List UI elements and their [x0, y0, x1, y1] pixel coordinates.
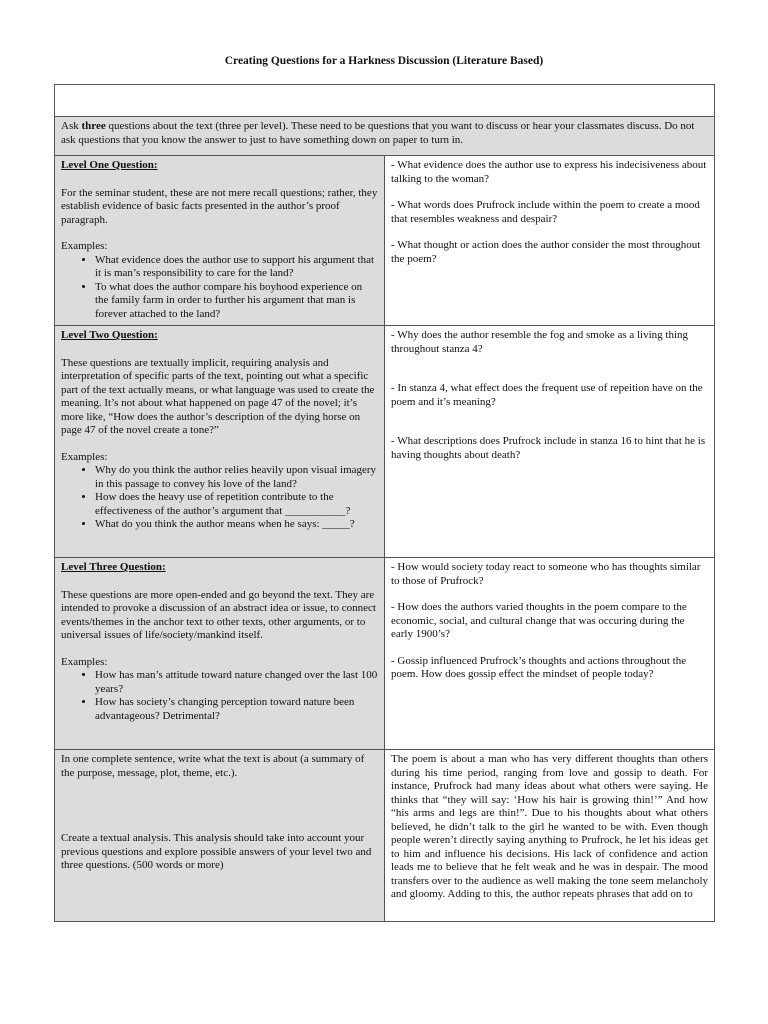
answer-item: - What thought or action does the author consider the most throughout the poem?	[391, 239, 701, 265]
level-two-description: These questions are textually implicit, requiring analysis and interpretation of specific parts of the text, pointing out what a specific part of the text actually means, or what language was used to create the meaning. It’s not about what happened on page 47 of the novel; it’s more like, “How does the author’s description of the dying horse on page 47 of the novel create a tone?”	[61, 356, 375, 436]
question-table	[54, 84, 715, 922]
level-one-row	[55, 156, 715, 326]
level-two-examples	[61, 464, 378, 532]
summary-row	[55, 750, 715, 922]
example-item: • To what does the author compare his boyhood experience on the family farm in order to further his argument that man is forever attached to the land?	[95, 281, 378, 322]
level-two-prompt	[55, 326, 385, 558]
level-one-examples	[61, 254, 378, 322]
instructions-bold: three	[81, 120, 106, 132]
summary-instruction: In one complete sentence, write what the text is about (a summary of the purpose, message, plot, theme, etc.).	[61, 753, 365, 779]
level-two-heading: Level Two Question:	[61, 329, 158, 341]
summary-answer[interactable]	[385, 750, 715, 922]
level-one-prompt	[55, 156, 385, 326]
summary-prompt	[55, 750, 385, 922]
level-three-row	[55, 558, 715, 750]
example-item: • What evidence does the author use to support his argument that it is man’s responsibility to care for the land?	[95, 254, 378, 281]
level-two-row	[55, 326, 715, 558]
instructions-text: questions about the text (three per level). These need to be questions that you want to discuss or hear your classmates discuss. Do not ask questions that you know the answer to just to have something down on paper to turn in.	[61, 120, 695, 146]
example-item: • How has society’s changing perception toward nature been advantageous? Detrimental?	[95, 696, 378, 723]
answer-item: - How would society today react to someone who has thoughts similar to those of Prufrock?	[391, 561, 701, 587]
level-three-examples-label: Examples:	[61, 655, 108, 668]
level-one-answers[interactable]	[385, 156, 715, 326]
blank-header-cell	[55, 85, 715, 117]
example-item: • What do you think the author means when he says: _____?	[95, 518, 378, 532]
document-title: Creating Questions for a Harkness Discussion (Literature Based)	[224, 55, 544, 67]
instructions-prefix: Ask	[61, 120, 82, 132]
example-item: • Why do you think the author relies heavily upon visual imagery in this passage to convey his love of the land?	[95, 464, 378, 491]
level-two-answers[interactable]	[385, 326, 715, 558]
level-three-prompt	[55, 558, 385, 750]
level-three-examples	[61, 669, 378, 723]
blank-header-row	[55, 85, 715, 117]
instructions-row	[55, 117, 715, 156]
summary-answer-text: The poem is about a man who has very different thoughts than others during his time period, ranging from love and gossip to death. For instance, Prufrock had many ideas about what others were saying. He thinks that “they will say: ‘How his hair is growing thin!’” And how “his arms and legs are thin!”. Due to his thoughts about what others believed, he didn’t talk to the girl he wanted to be with. Even though people weren’t directly saying anything to Prufrock, he let his ideas get to him and influence his decisions. His lack of confidence and action leads me to believe that he felt weak and he was in despair. The mood transfers over to the audience as well making the tone seem melancholy and gloomy. Adding to this, the author repeats phrases that add on to	[391, 753, 708, 900]
answer-item: - Why does the author resemble the fog and smoke as a living thing throughout stanza 4?	[391, 329, 689, 355]
level-one-examples-label: Examples:	[61, 240, 108, 252]
answer-item: - How does the authors varied thoughts in the poem compare to the economic, social, and cultural change that was occuring during the early 1900’s?	[391, 601, 687, 640]
answer-item: - What descriptions does Prufrock include in stanza 16 to hint that he is having thoughts about death?	[391, 435, 706, 461]
level-three-answers[interactable]	[385, 558, 715, 750]
level-three-description: These questions are more open-ended and go beyond the text. They are intended to provoke a discussion of an abstract idea or issue, to connect events/themes in the anchor text to other texts, other arguments, or to universal issues of life/society/mankind itself.	[61, 588, 376, 641]
level-three-heading: Level Three Question:	[61, 561, 166, 573]
example-item: • How does the heavy use of repetition contribute to the effectiveness of the author’s argument that ___________?	[95, 491, 378, 518]
answer-item: - In stanza 4, what effect does the frequent use of repeition have on the poem and it’s meaning?	[391, 382, 703, 408]
analysis-instruction: Create a textual analysis. This analysis should take into account your previous questions and explore possible answers of your level two and three questions. (500 words or more)	[61, 832, 372, 871]
example-item: • How has man’s attitude toward nature changed over the last 100 years?	[95, 669, 378, 696]
level-one-heading: Level One Question:	[61, 159, 158, 171]
instructions-cell	[55, 117, 715, 156]
level-two-examples-label: Examples:	[61, 450, 108, 463]
answer-item: - What evidence does the author use to express his indecisiveness about talking to the woman?	[391, 159, 707, 185]
level-one-description: For the seminar student, these are not mere recall questions; rather, they establish evidence of basic facts presented in the author’s proof paragraph.	[61, 186, 378, 226]
answer-item: - Gossip influenced Prufrock’s thoughts and actions throughout the poem. How does gossip effect the mindset of people today?	[391, 654, 687, 680]
answer-item: - What words does Prufrock include within the poem to create a mood that resembles weakness and despair?	[391, 199, 700, 225]
